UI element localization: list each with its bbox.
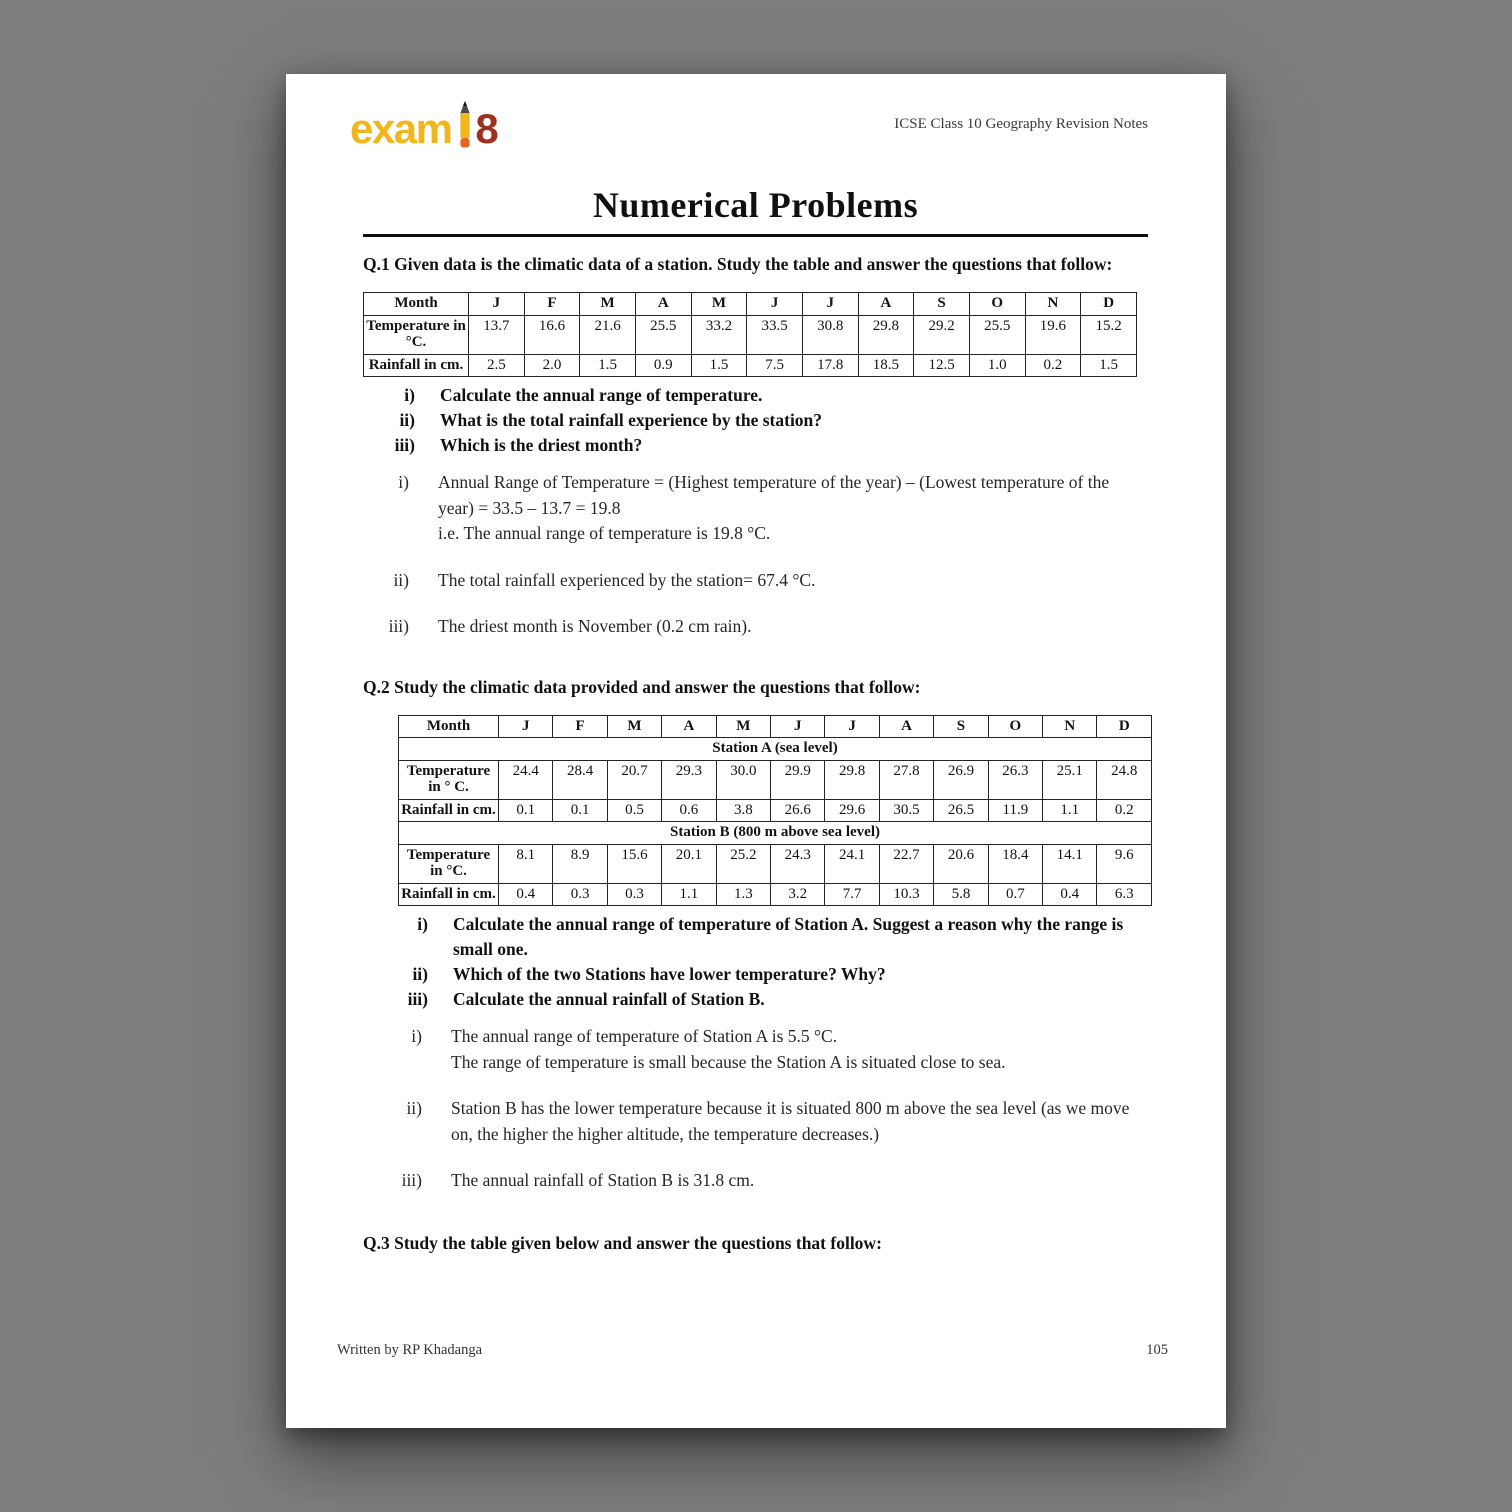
- page-header: [350, 100, 1148, 158]
- item-number: ii): [406, 1098, 422, 1118]
- answer-item: [376, 1024, 1148, 1075]
- item-line: Station B has the lower temperature because it is situated 800 m above the sea level (as we move on, the higher the higher altitude, the temperature decreases.): [451, 1098, 1130, 1144]
- question-item: [363, 383, 1148, 408]
- value-cell: 13.7: [469, 315, 525, 354]
- value-cell: 25.5: [969, 315, 1025, 354]
- document-page: [286, 74, 1226, 1428]
- value-cell: 5.8: [934, 883, 988, 906]
- item-text: [451, 1168, 1148, 1194]
- value-cell: 9.6: [1097, 844, 1152, 883]
- value-cell: 27.8: [879, 760, 933, 799]
- item-text: Calculate the annual range of temperature of Station A. Suggest a reason why the range is small one.: [453, 914, 1124, 959]
- item-number: ii): [412, 964, 428, 984]
- value-cell: 28.4: [553, 760, 607, 799]
- value-cell: 1.1: [1043, 799, 1097, 822]
- month-cell: N: [1043, 715, 1097, 738]
- month-cell: J: [825, 715, 879, 738]
- footer-author: Written by RP Khadanga: [337, 1342, 483, 1358]
- question-item: [376, 987, 1148, 1012]
- value-cell: 21.6: [580, 315, 636, 354]
- month-cell: F: [524, 293, 580, 316]
- value-cell: 0.2: [1097, 799, 1152, 822]
- month-cell: O: [969, 293, 1025, 316]
- row-label-cell: Rainfall in cm.: [399, 799, 499, 822]
- value-cell: 15.6: [607, 844, 661, 883]
- item-text: [438, 614, 1148, 640]
- value-cell: 20.7: [607, 760, 661, 799]
- q1-climate-table: [363, 292, 1137, 377]
- month-cell: A: [858, 293, 914, 316]
- value-cell: 1.0: [969, 354, 1025, 377]
- value-cell: 16.6: [524, 315, 580, 354]
- value-cell: 0.5: [607, 799, 661, 822]
- month-cell: A: [662, 715, 716, 738]
- value-cell: 20.6: [934, 844, 988, 883]
- month-cell: J: [771, 715, 825, 738]
- value-cell: 29.8: [825, 760, 879, 799]
- footer-page-number: 105: [1146, 1342, 1168, 1358]
- value-cell: 29.3: [662, 760, 716, 799]
- answer-item: [363, 614, 1148, 640]
- row-label-cell: Rainfall in cm.: [364, 354, 469, 377]
- item-text: [438, 568, 1148, 594]
- value-cell: 33.2: [691, 315, 747, 354]
- item-number: iii): [401, 1170, 422, 1190]
- item-line: The driest month is November (0.2 cm rain).: [438, 616, 752, 636]
- month-cell: A: [879, 715, 933, 738]
- row-label-cell: Temperature in ° C.: [399, 760, 499, 799]
- q1-answers: [363, 470, 1148, 640]
- row-label-cell: Month: [399, 715, 499, 738]
- logo-digit: 8: [475, 105, 499, 152]
- value-cell: 0.3: [553, 883, 607, 906]
- q1-climate-table-wrap: [363, 292, 1148, 377]
- value-cell: 17.8: [802, 354, 858, 377]
- title-rule: [363, 234, 1148, 237]
- value-cell: 22.7: [879, 844, 933, 883]
- item-number: iii): [407, 989, 428, 1009]
- station-band-row: [399, 822, 1152, 845]
- month-cell: F: [553, 715, 607, 738]
- value-cell: 0.7: [988, 883, 1042, 906]
- value-cell: 33.5: [747, 315, 803, 354]
- month-header-row: [399, 715, 1152, 738]
- data-row: [399, 883, 1152, 906]
- value-cell: 2.0: [524, 354, 580, 377]
- value-cell: 24.8: [1097, 760, 1152, 799]
- value-cell: 29.8: [858, 315, 914, 354]
- value-cell: 0.9: [635, 354, 691, 377]
- value-cell: 30.8: [802, 315, 858, 354]
- data-row: [399, 799, 1152, 822]
- row-label-cell: Temperature in °C.: [399, 844, 499, 883]
- data-row: [399, 844, 1152, 883]
- value-cell: 7.5: [747, 354, 803, 377]
- value-cell: 2.5: [469, 354, 525, 377]
- q1-questions: [363, 383, 1148, 458]
- answer-item: [376, 1096, 1148, 1147]
- value-cell: 11.9: [988, 799, 1042, 822]
- station-band-label: Station A (sea level): [399, 738, 1152, 761]
- pencil-icon: [457, 100, 473, 150]
- page-footer: [337, 1342, 1168, 1359]
- value-cell: 18.5: [858, 354, 914, 377]
- month-cell: J: [747, 293, 803, 316]
- month-cell: M: [580, 293, 636, 316]
- value-cell: 8.9: [553, 844, 607, 883]
- value-cell: 29.9: [771, 760, 825, 799]
- value-cell: 26.5: [934, 799, 988, 822]
- answer-item: [376, 1168, 1148, 1194]
- q2-climate-table: [398, 715, 1152, 907]
- item-number: i): [404, 385, 415, 405]
- value-cell: 12.5: [914, 354, 970, 377]
- value-cell: 24.3: [771, 844, 825, 883]
- item-number: ii): [393, 569, 409, 590]
- month-cell: M: [691, 293, 747, 316]
- value-cell: 26.6: [771, 799, 825, 822]
- value-cell: 1.5: [580, 354, 636, 377]
- value-cell: 25.1: [1043, 760, 1097, 799]
- logo-word: exam: [350, 105, 452, 152]
- value-cell: 0.4: [1043, 883, 1097, 906]
- value-cell: 1.5: [691, 354, 747, 377]
- month-cell: D: [1097, 715, 1152, 738]
- item-text: Calculate the annual rainfall of Station B.: [453, 989, 765, 1009]
- station-band-row: [399, 738, 1152, 761]
- value-cell: 29.2: [914, 315, 970, 354]
- station-band-label: Station B (800 m above sea level): [399, 822, 1152, 845]
- month-cell: S: [934, 715, 988, 738]
- item-number: i): [417, 914, 428, 934]
- item-text: Which is the driest month?: [440, 435, 643, 455]
- item-number: iii): [394, 435, 415, 455]
- month-header-row: [364, 293, 1137, 316]
- month-cell: J: [802, 293, 858, 316]
- value-cell: 0.6: [662, 799, 716, 822]
- item-line: Annual Range of Temperature = (Highest temperature of the year) – (Lowest temperature of the year) = 33.5 – 13.7 = 19.8: [438, 472, 1110, 518]
- value-cell: 1.5: [1081, 354, 1137, 377]
- q2-questions: [376, 912, 1148, 1012]
- month-cell: J: [499, 715, 553, 738]
- value-cell: 25.5: [635, 315, 691, 354]
- value-cell: 0.2: [1025, 354, 1081, 377]
- month-cell: D: [1081, 293, 1137, 316]
- value-cell: 26.9: [934, 760, 988, 799]
- value-cell: 24.4: [499, 760, 553, 799]
- q3-heading: Q.3 Study the table given below and answer the questions that follow:: [363, 1232, 882, 1253]
- q2-heading: Q.2 Study the climatic data provided and answer the questions that follow:: [363, 676, 921, 697]
- item-text: [451, 1096, 1148, 1147]
- exam18-logo: [350, 100, 499, 150]
- row-label-cell: Temperature in °C.: [364, 315, 469, 354]
- question-item: [363, 408, 1148, 433]
- month-cell: A: [635, 293, 691, 316]
- header-right-text: ICSE Class 10 Geography Revision Notes: [894, 116, 1148, 132]
- question-item: [376, 962, 1148, 987]
- value-cell: 3.8: [716, 799, 770, 822]
- q2-climate-table-wrap: [363, 715, 1148, 907]
- row-label-cell: Month: [364, 293, 469, 316]
- month-cell: O: [988, 715, 1042, 738]
- value-cell: 10.3: [879, 883, 933, 906]
- item-number: ii): [399, 410, 415, 430]
- value-cell: 19.6: [1025, 315, 1081, 354]
- q1-heading: Q.1 Given data is the climatic data of a station. Study the table and answer the questions that follow:: [363, 254, 1113, 274]
- value-cell: 8.1: [499, 844, 553, 883]
- value-cell: 1.3: [716, 883, 770, 906]
- value-cell: 20.1: [662, 844, 716, 883]
- month-cell: S: [914, 293, 970, 316]
- value-cell: 0.3: [607, 883, 661, 906]
- item-line: The range of temperature is small because the Station A is situated close to sea.: [451, 1051, 1006, 1072]
- value-cell: 26.3: [988, 760, 1042, 799]
- value-cell: 24.1: [825, 844, 879, 883]
- value-cell: 25.2: [716, 844, 770, 883]
- data-row: [364, 354, 1137, 377]
- value-cell: 1.1: [662, 883, 716, 906]
- answer-item: [363, 470, 1148, 547]
- item-number: i): [398, 472, 409, 492]
- question-item: [363, 433, 1148, 458]
- item-line: i.e. The annual range of temperature is 19.8 °C.: [438, 523, 771, 543]
- value-cell: 18.4: [988, 844, 1042, 883]
- q2-answers: [376, 1024, 1148, 1194]
- month-cell: N: [1025, 293, 1081, 316]
- value-cell: 7.7: [825, 883, 879, 906]
- value-cell: 0.1: [499, 799, 553, 822]
- item-line: The annual rainfall of Station B is 31.8 cm.: [451, 1170, 755, 1190]
- month-cell: J: [469, 293, 525, 316]
- data-row: [399, 760, 1152, 799]
- row-label-cell: Rainfall in cm.: [399, 883, 499, 906]
- value-cell: 6.3: [1097, 883, 1152, 906]
- answer-item: [363, 568, 1148, 594]
- month-cell: M: [716, 715, 770, 738]
- value-cell: 0.1: [553, 799, 607, 822]
- page-title: Numerical Problems: [592, 185, 919, 225]
- value-cell: 14.1: [1043, 844, 1097, 883]
- item-line: The annual range of temperature of Station A is 5.5 °C.: [451, 1026, 838, 1046]
- value-cell: 3.2: [771, 883, 825, 906]
- data-row: [364, 315, 1137, 354]
- question-item: [376, 912, 1148, 962]
- value-cell: 29.6: [825, 799, 879, 822]
- value-cell: 30.5: [879, 799, 933, 822]
- month-cell: M: [607, 715, 661, 738]
- value-cell: 0.4: [499, 883, 553, 906]
- item-number: iii): [388, 616, 409, 636]
- item-text: What is the total rainfall experience by the station?: [440, 410, 823, 430]
- item-text: [451, 1024, 1148, 1075]
- item-number: i): [411, 1026, 422, 1046]
- item-text: Which of the two Stations have lower temperature? Why?: [453, 964, 886, 984]
- value-cell: 15.2: [1081, 315, 1137, 354]
- item-line: The total rainfall experienced by the station= 67.4 °C.: [438, 569, 816, 590]
- item-text: Calculate the annual range of temperature.: [440, 385, 763, 405]
- value-cell: 30.0: [716, 760, 770, 799]
- item-text: [438, 470, 1148, 547]
